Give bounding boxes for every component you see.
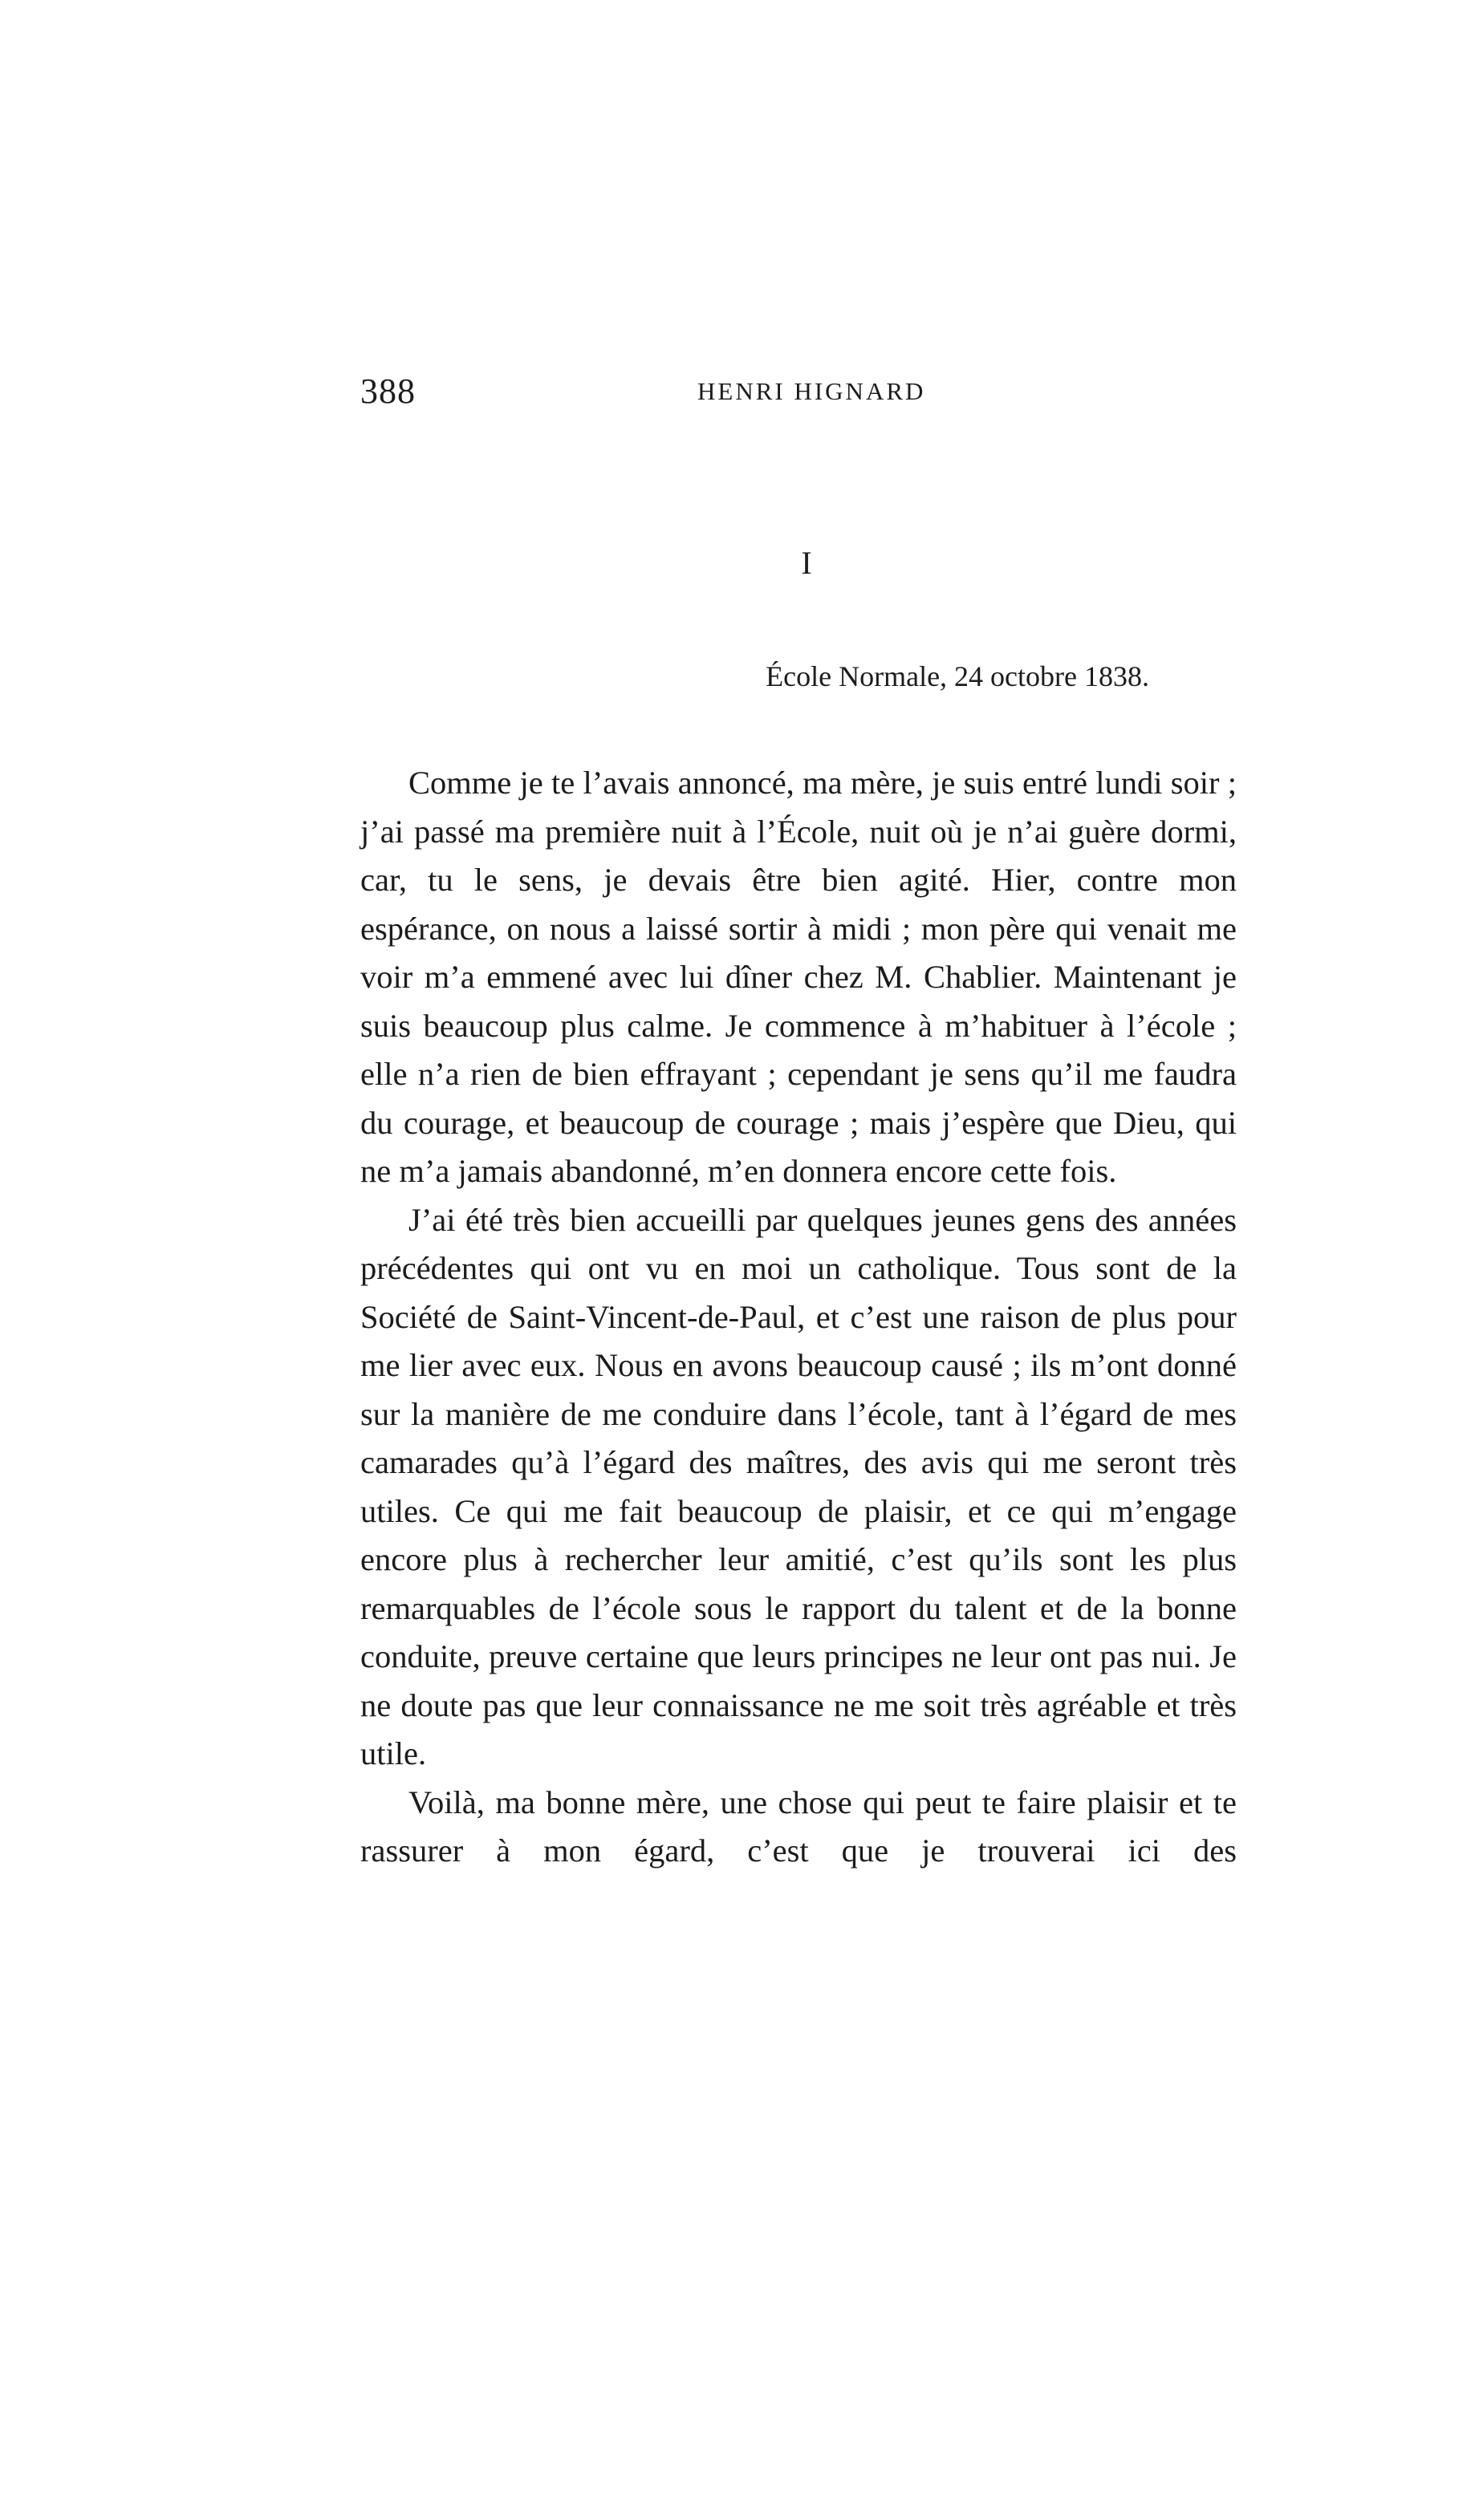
- paragraph-1: Comme je te l’avais annoncé, ma mère, je suis entré lundi soir ; j’ai passé ma première nuit à l’École, nuit où je n’ai guère dormi, car, tu le sens, je devais être bien agité. Hier, contre mon espérance, on nous a laissé sortir à midi ; mon père qui venait me voir m’a emmené avec lui dîner chez M. Chablier. Maintenant je suis beaucoup plus calme. Je commence à m’habituer à l’école ; elle n’a rien de bien effrayant ; cependant je sens qu’il me faudra du courage, et beaucoup de courage ; mais j’espère que Dieu, qui ne m’a jamais abandonné, m’en donnera encore cette fois.: [360, 765, 1237, 1189]
- running-title: HENRI HIGNARD: [697, 377, 926, 405]
- letter-number: I: [801, 545, 812, 581]
- page-number: 388: [360, 371, 416, 411]
- paragraph-3: Voilà, ma bonne mère, une chose qui peut te faire plaisir et te rassurer à mon égard, c’est que je trouverai ici des: [360, 1783, 1237, 1869]
- letter-body: [360, 759, 1237, 1876]
- letter-dateline: École Normale, 24 octobre 1838.: [766, 660, 1149, 692]
- running-head: [360, 371, 1237, 419]
- paragraph-2: J’ai été très bien accueilli par quelques jeunes gens des années précédentes qui ont vu en moi un catholique. Tous sont de la Société de Saint-Vincent-de-Paul, et c’est une raison de plus pour me lier avec eux. Nous en avons beaucoup causé ; ils m’ont donné sur la manière de me conduire dans l’école, tant à l’égard de mes camarades qu’à l’égard des maîtres, des avis qui me seront très utiles. Ce qui me fait beaucoup de plaisir, et ce qui m’engage encore plus à rechercher leur amitié, c’est qu’ils sont les plus remarquables de l’école sous le rapport du talent et de la bonne conduite, preuve certaine que leurs principes ne leur ont pas nui. Je ne doute pas que leur connaissance ne me soit très agréable et très utile.: [360, 1201, 1237, 1771]
